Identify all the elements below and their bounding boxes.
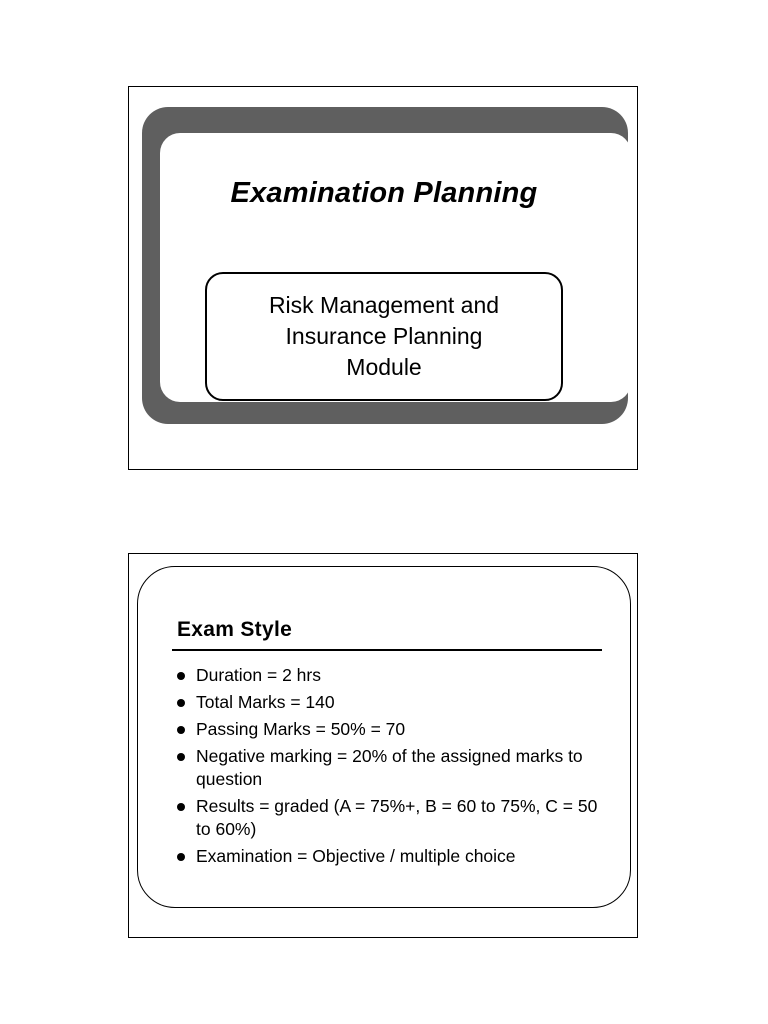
slide-heading: Exam Style bbox=[177, 618, 293, 641]
subtitle-line: Risk Management and bbox=[268, 292, 500, 318]
bullet-icon bbox=[177, 853, 185, 861]
list-item-text: Passing Marks = 50% = 70 bbox=[196, 719, 406, 739]
list-item bbox=[173, 795, 603, 841]
bullet-icon bbox=[177, 699, 185, 707]
list-item-text: Total Marks = 140 bbox=[196, 692, 335, 712]
list-item bbox=[173, 718, 603, 741]
subtitle-line: Insurance Planning bbox=[285, 323, 483, 349]
bullet-icon bbox=[177, 753, 185, 761]
slide-1 bbox=[128, 86, 638, 470]
list-item bbox=[173, 745, 603, 791]
list-item-text: Duration = 2 hrs bbox=[196, 665, 321, 685]
bullet-icon bbox=[177, 672, 185, 680]
bullet-list bbox=[173, 664, 603, 872]
list-item bbox=[173, 845, 603, 868]
slide-title: Examination Planning bbox=[230, 177, 538, 209]
subtitle-line: Module bbox=[346, 354, 422, 380]
slide-2 bbox=[128, 553, 638, 938]
bullet-icon bbox=[177, 803, 185, 811]
list-item bbox=[173, 691, 603, 714]
list-item-text: Negative marking = 20% of the assigned marks to question bbox=[196, 746, 583, 789]
list-item-text: Results = graded (A = 75%+, B = 60 to 75%, C = 50 to 60%) bbox=[196, 796, 598, 839]
subtitle-box bbox=[205, 272, 563, 401]
heading-rule bbox=[172, 649, 602, 651]
bullet-icon bbox=[177, 726, 185, 734]
list-item-text: Examination = Objective / multiple choice bbox=[196, 846, 516, 866]
list-item bbox=[173, 664, 603, 687]
